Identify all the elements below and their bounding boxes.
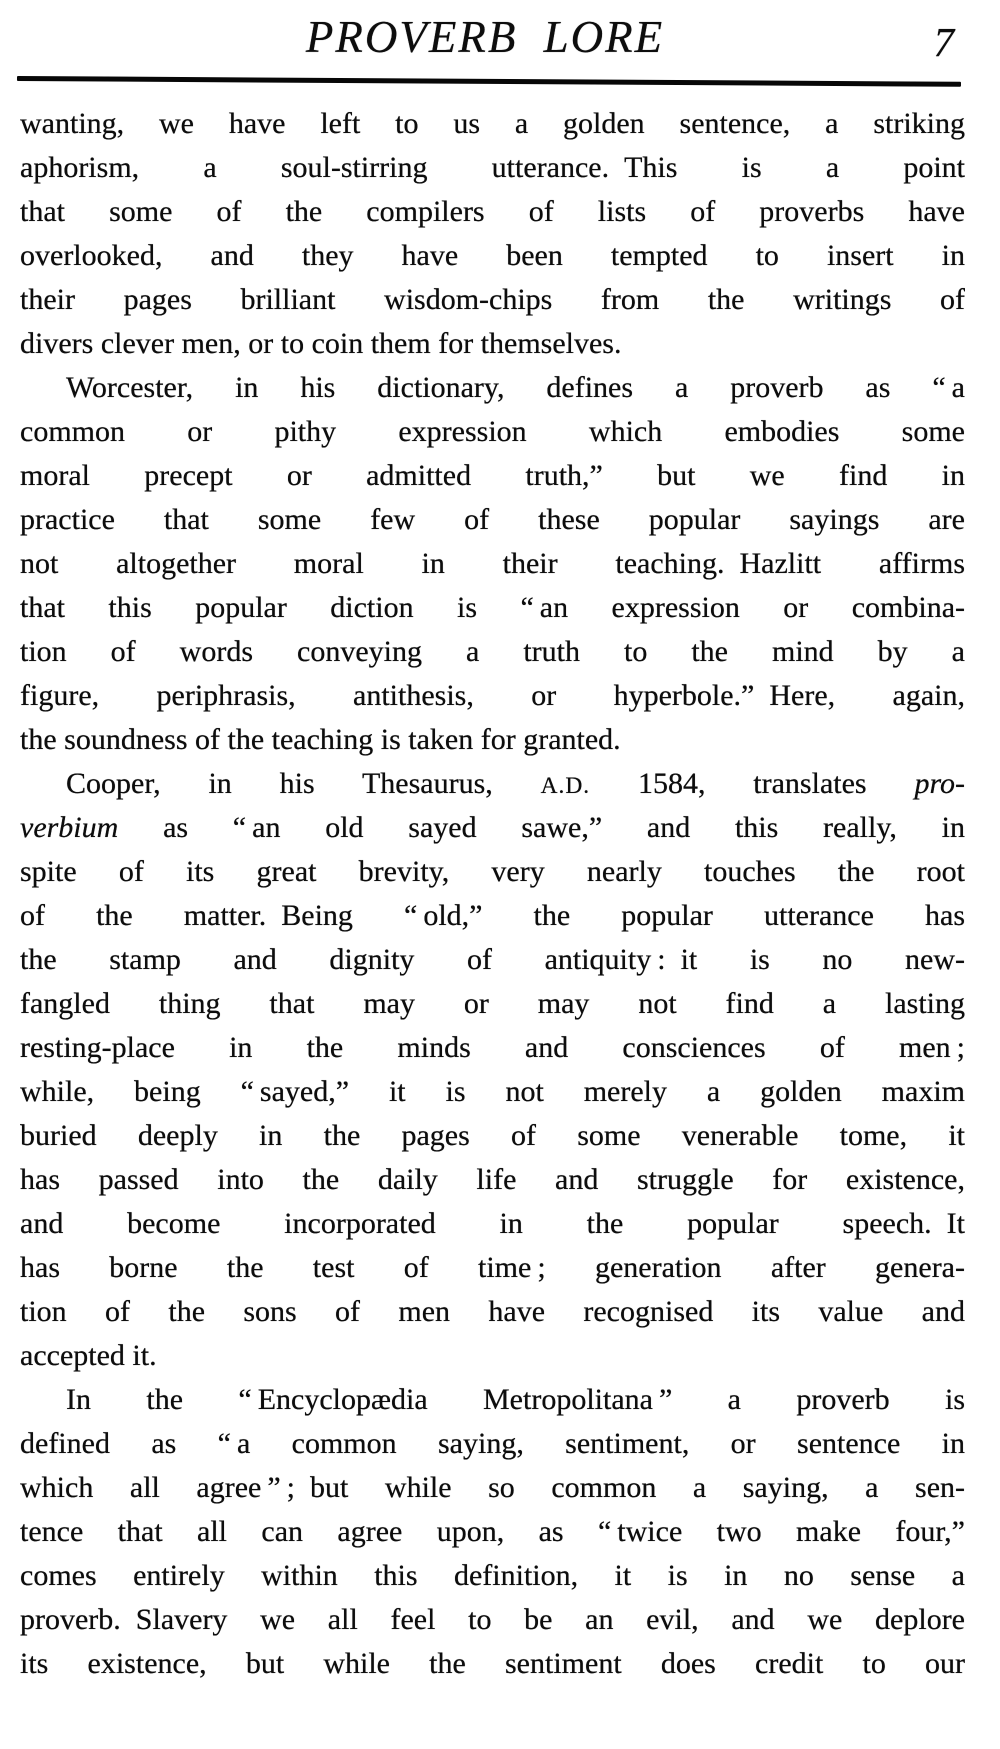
text-run: Cooper, in his Thesaurus, [66,767,541,800]
text-line [20,1334,965,1378]
text-run: tion of words conveying a truth to the mind by a [20,635,965,668]
text-run: tion of the sons of men have recognised its value and [20,1295,965,1328]
text-line [20,1422,965,1466]
text-run: common or pithy expression which embodies some [20,415,965,448]
text-line [20,102,965,146]
text-run: while, being “ sayed,” it is not merely a golden maxim [20,1075,965,1108]
italic-text: pro- [914,767,965,800]
text-line [20,1158,965,1202]
text-run: has borne the test of time ; generation after genera- [20,1251,965,1284]
text-line [20,366,965,410]
text-line [20,1290,965,1334]
text-line [20,278,965,322]
text-run: that this popular diction is “ an expression or combina- [20,591,965,624]
text-run: buried deeply in the pages of some venerable tome, it [20,1119,965,1152]
text-run: has passed into the daily life and struggle for existence, [20,1163,965,1196]
text-line [20,1554,965,1598]
text-line [20,718,965,762]
text-run: wanting, we have left to us a golden sentence, a striking [20,107,965,140]
text-run: accepted it. [20,1339,157,1372]
text-line [20,1642,965,1686]
text-line [20,850,965,894]
text-line [20,586,965,630]
text-run: Worcester, in his dictionary, defines a proverb as “ a [66,371,965,404]
text-run: its existence, but while the sentiment does credit to our [20,1647,965,1680]
text-line [20,454,965,498]
text-run: moral precept or admitted truth,” but we find in [20,459,965,492]
text-line [20,1114,965,1158]
text-run: In the “ Encyclopædia Metropolitana ” a proverb is [66,1383,965,1416]
text-line [20,1026,965,1070]
text-run: tence that all can agree upon, as “ twice two make four,” [20,1515,965,1548]
text-line [20,894,965,938]
text-run: spite of its great brevity, very nearly touches the root [20,855,965,888]
text-run: not altogether moral in their teaching. Hazlitt affirms [20,547,965,580]
text-run: practice that some few of these popular sayings are [20,503,965,536]
smallcaps-text: A.D. [540,773,591,799]
text-line [20,674,965,718]
text-run: which all agree ” ; but while so common a saying, a sen- [20,1471,965,1504]
text-line [20,630,965,674]
text-run: comes entirely within this definition, it is in no sense a [20,1559,965,1592]
text-line [20,146,965,190]
page-number: 7 [933,19,954,65]
running-title: PROVERB LORE [305,12,665,62]
text-run: that some of the compilers of lists of proverbs have [20,195,965,228]
text-line [20,1466,965,1510]
text-run: their pages brilliant wisdom-chips from the writings of [20,283,965,316]
text-run: figure, periphrasis, antithesis, or hyperbole.” Here, again, [20,679,965,712]
text-line [20,982,965,1026]
text-run: defined as “ a common saying, sentiment, or sentence in [20,1427,965,1460]
text-run: overlooked, and they have been tempted to insert in [20,239,965,272]
body-text [20,102,965,1686]
text-line [20,762,965,806]
header-rule [17,76,961,87]
text-line [20,498,965,542]
text-run: aphorism, a soul-stirring utterance. This is a point [20,151,965,184]
text-line [20,1510,965,1554]
text-run: proverb. Slavery we all feel to be an evil, and we deplore [20,1603,965,1636]
text-run: of the matter. Being “ old,” the popular utterance has [20,899,965,932]
text-line [20,938,965,982]
page-header [0,0,1000,76]
italic-text: verbium [20,811,119,844]
text-run: as “ an old sayed sawe,” and this really, in [118,811,965,844]
text-line [20,806,965,850]
text-line [20,410,965,454]
text-line [20,1598,965,1642]
text-line [20,190,965,234]
text-run: and become incorporated in the popular speech. It [20,1207,965,1240]
text-line [20,1246,965,1290]
text-run: resting-place in the minds and consciences of men ; [20,1031,965,1064]
text-run: the soundness of the teaching is taken for granted. [20,723,621,756]
text-run: fangled thing that may or may not find a lasting [20,987,965,1020]
text-run: divers clever men, or to coin them for themselves. [20,327,622,360]
text-line [20,322,965,366]
text-run: 1584, translates [590,767,915,800]
text-line [20,1070,965,1114]
text-line [20,542,965,586]
text-line [20,1378,965,1422]
text-line [20,1202,965,1246]
text-run: the stamp and dignity of antiquity : it is no new- [20,943,965,976]
text-line [20,234,965,278]
